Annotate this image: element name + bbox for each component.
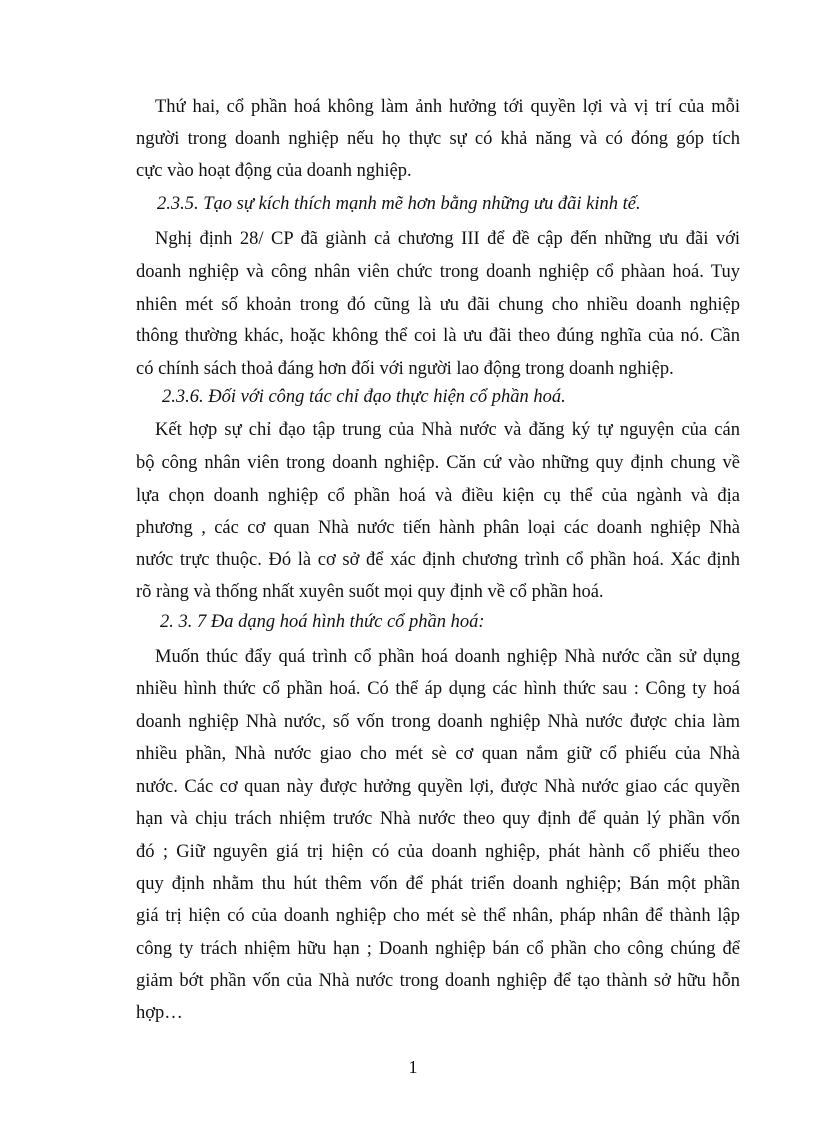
paragraph-line: đó ; Giữ nguyên giá trị hiện có của doanh nghiệp, phát hành cổ phiếu theo	[136, 842, 740, 862]
paragraph-line: Muốn thúc đẩy quá trình cổ phần hoá doanh nghiệp Nhà nước cần sử dụng	[155, 647, 740, 667]
paragraph-line: rõ ràng và thống nhất xuyên suốt mọi quy định về cổ phần hoá.	[136, 582, 604, 602]
section-heading-2-3-7: 2. 3. 7 Đa dạng hoá hình thức cổ phần hoá:	[160, 612, 485, 632]
paragraph-line: giảm bớt phần vốn của Nhà nước trong doanh nghiệp để tạo thành sở hữu hỗn	[136, 971, 740, 991]
paragraph-line: nước trực thuộc. Đó là cơ sở để xác định chương trình cổ phần hoá. Xác định	[136, 550, 740, 570]
paragraph-line: có chính sách thoả đáng hơn đối với người lao động trong doanh nghiệp.	[136, 359, 674, 379]
section-heading-2-3-6: 2.3.6. Đối với công tác chỉ đạo thực hiện cổ phần hoá.	[162, 387, 566, 407]
page-number: 1	[408, 1057, 418, 1077]
paragraph-line: Kết hợp sự chỉ đạo tập trung của Nhà nước và đăng ký tự nguyện của cán	[155, 420, 740, 440]
paragraph-line: nhiều phần, Nhà nước giao cho mét sè cơ quan nắm giữ cổ phiếu của Nhà	[136, 744, 740, 764]
paragraph-line: hợp…	[136, 1003, 183, 1023]
paragraph-line: thông thường khác, hoặc không thể coi là ưu đãi theo đúng nghĩa của nó. Cần	[136, 326, 740, 346]
paragraph-line: người trong doanh nghiệp nếu họ thực sự có khả năng và có đóng góp tích	[136, 129, 740, 149]
paragraph-line: giá trị hiện có của doanh nghiệp cho mét sè thể nhân, pháp nhân để thành lập	[136, 906, 740, 926]
paragraph-line: nhiều hình thức cổ phần hoá. Có thể áp dụng các hình thức sau : Công ty hoá	[136, 679, 740, 699]
paragraph-line: Thứ hai, cổ phần hoá không làm ảnh hưởng tới quyền lợi và vị trí của mỗi	[155, 97, 740, 117]
paragraph-line: quy định nhằm thu hút thêm vốn để phát triển doanh nghiệp; Bán một phần	[136, 874, 740, 894]
paragraph-line: bộ công nhân viên trong doanh nghiệp. Căn cứ vào những quy định chung về	[136, 453, 740, 473]
paragraph-line: nhiên mét số khoản trong đó cũng là ưu đãi chung cho nhiều doanh nghiệp	[136, 295, 740, 315]
paragraph-line: nước. Các cơ quan này được hưởng quyền lợi, được Nhà nước giao các quyền	[136, 777, 740, 797]
paragraph-line: cực vào hoạt động của doanh nghiệp.	[136, 161, 412, 181]
paragraph-line: phương , các cơ quan Nhà nước tiến hành phân loại các doanh nghiệp Nhà	[136, 518, 740, 538]
paragraph-line: hạn và chịu trách nhiệm trước Nhà nước theo quy định để quản lý phần vốn	[136, 809, 740, 829]
paragraph-line: doanh nghiệp và công nhân viên chức trong doanh nghiệp cổ phàan hoá. Tuy	[136, 262, 740, 282]
paragraph-line: công ty trách nhiệm hữu hạn ; Doanh nghiệp bán cổ phần cho công chúng để	[136, 939, 740, 959]
paragraph-line: Nghị định 28/ CP đã giành cả chương III để đề cập đến những ưu đãi với	[155, 229, 740, 249]
paragraph-line: lựa chọn doanh nghiệp cổ phần hoá và điều kiện cụ thể của ngành và địa	[136, 486, 740, 506]
section-heading-2-3-5: 2.3.5. Tạo sự kích thích mạnh mẽ hơn bằng những ưu đãi kinh tế.	[157, 194, 641, 214]
paragraph-line: doanh nghiệp Nhà nước, số vốn trong doanh nghiệp Nhà nước được chia làm	[136, 712, 740, 732]
